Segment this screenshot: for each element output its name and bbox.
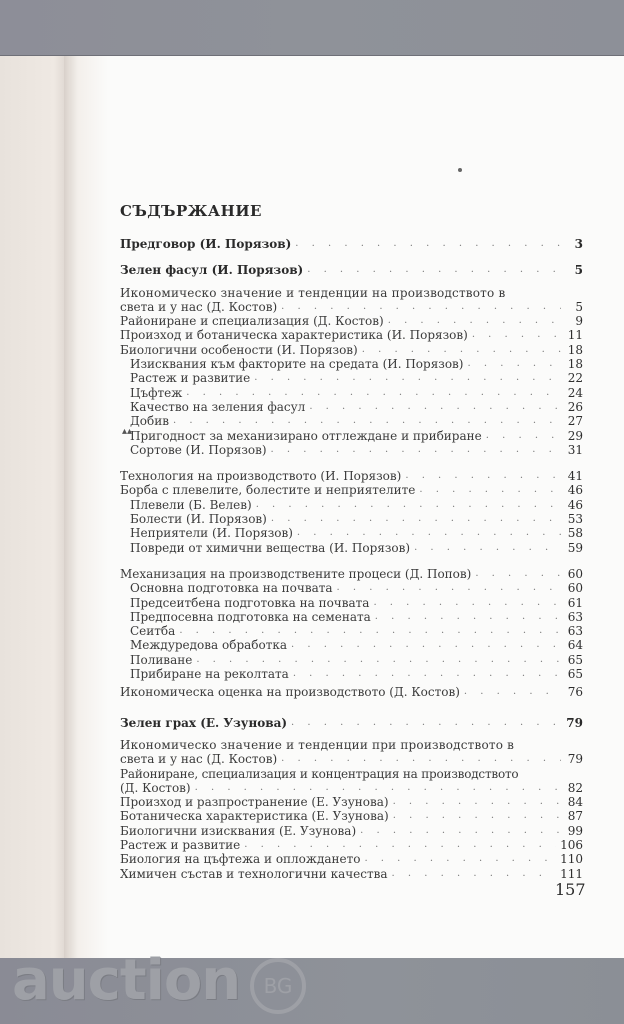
page-number: 157: [555, 880, 586, 899]
leader-dots: [309, 400, 561, 414]
leader-dots: [196, 653, 561, 667]
toc-entry: Растеж и развитие . . . 106: [120, 838, 583, 852]
leader-dots: [486, 429, 561, 443]
toc-entry: Предсеитбена подготовка на почвата . . . 61: [120, 596, 583, 610]
toc-entry: Неприятели (И. Порязов) . . . 58: [120, 526, 583, 540]
leader-dots: [475, 567, 561, 581]
page-fold: [64, 56, 70, 959]
toc-entry: Междуредова обработка . . . 64: [120, 638, 583, 652]
toc-entry-line1: Икономическо значение и тенденции при производството в: [120, 737, 515, 752]
toc-entry: Болести (И. Порязов) . . . 53: [120, 512, 583, 526]
leader-dots: [295, 237, 561, 251]
leader-dots: [373, 596, 561, 610]
leader-dots: [271, 512, 561, 526]
toc-entry: света и у нас (Д. Костов) . . . 79: [120, 752, 583, 766]
toc-entry: Пригодност за механизирано отглеждане и прибиране . . . 29: [120, 429, 583, 443]
toc-entry: Качество на зеления фасул . . . 26: [120, 400, 583, 414]
margin-mark: ▴▴: [122, 426, 133, 437]
toc-entry: Борба с плевелите, болестите и неприятелите . . . 46: [120, 483, 583, 497]
leader-dots: [375, 610, 561, 624]
toc-entry: Изисквания към факторите на средата (И. Порязов) . . . 18: [120, 357, 583, 371]
table-of-contents: [120, 202, 583, 881]
toc-entry-line1: Икономическо значение и тенденции на производството в: [120, 285, 506, 300]
toc-entry-line1: Райониране, специализация и концентрация на производството: [120, 766, 519, 781]
page-gutter: [0, 56, 108, 959]
toc-entry: Райониране и специализация (Д. Костов) . . . 9: [120, 314, 583, 328]
leader-dots: [405, 469, 561, 483]
leader-dots: [414, 541, 561, 555]
leader-dots: [281, 752, 561, 766]
toc-entry: (Д. Костов) . . . 82: [120, 781, 583, 795]
leader-dots: [468, 357, 562, 371]
ink-speck: [458, 168, 462, 172]
toc-entry: Биологични особености (И. Порязов) . . . 18: [120, 343, 583, 357]
leader-dots: [297, 526, 561, 540]
leader-dots: [393, 809, 561, 823]
leader-dots: [419, 483, 561, 497]
toc-entry: Предпосевна подготовка на семената . . . 63: [120, 610, 583, 624]
toc-entry: Добив . . . 27: [120, 414, 583, 428]
watermark-logo: auction: [12, 948, 241, 1013]
leader-dots: [362, 343, 561, 357]
toc-entry: Предговор (И. Порязов) . . . 3: [120, 237, 583, 251]
leader-dots: [393, 795, 561, 809]
toc-entry: света и у нас (Д. Костов) . . . 5: [120, 300, 583, 314]
leader-dots: [388, 314, 561, 328]
toc-entry: Зелен грах (Е. Узунова) . . . 79: [120, 716, 583, 730]
toc-entry: Химичен състав и технологични качества . . . 111: [120, 867, 583, 881]
toc-entry: Повреди от химични вещества (И. Порязов) . . . 59: [120, 541, 583, 555]
toc-entry: Биология на цъфтежа и оплождането . . . 110: [120, 852, 583, 866]
leader-dots: [293, 667, 561, 681]
toc-entry: Сеитба . . . 63: [120, 624, 583, 638]
toc-entry: Технология на производството (И. Порязов) . . . 41: [120, 469, 583, 483]
leader-dots: [360, 824, 561, 838]
leader-dots: [195, 781, 561, 795]
leader-dots: [337, 581, 561, 595]
toc-entry: Сортове (И. Порязов) . . . 31: [120, 443, 583, 457]
leader-dots: [291, 638, 561, 652]
leader-dots: [244, 838, 556, 852]
toc-entry: Механизация на производствените процеси (Д. Попов) . . . 60: [120, 567, 583, 581]
toc-entry: Поливане . . . 65: [120, 653, 583, 667]
toc-entry: Икономическа оценка на производството (Д. Костов) . . . 76: [120, 685, 583, 699]
leader-dots: [464, 685, 561, 699]
toc-entry: Ботаническа характеристика (Е. Узунова) . . . 87: [120, 809, 583, 823]
leader-dots: [186, 386, 561, 400]
toc-entry: Основна подготовка на почвата . . . 60: [120, 581, 583, 595]
leader-dots: [281, 300, 561, 314]
toc-entry: Прибиране на реколтата . . . 65: [120, 667, 583, 681]
toc-entry: Произход и ботаническа характеристика (И. Порязов) . . . 11: [120, 328, 583, 342]
toc-title: СЪДЪРЖАНИЕ: [120, 202, 262, 220]
leader-dots: [291, 716, 561, 730]
toc-entry: Произход и разпространение (Е. Узунова) . . . 84: [120, 795, 583, 809]
leader-dots: [271, 443, 561, 457]
toc-entry: Биологични изисквания (Е. Узунова) . . . 99: [120, 824, 583, 838]
leader-dots: [256, 498, 561, 512]
toc-entry: Цъфтеж . . . 24: [120, 386, 583, 400]
toc-entry: Зелен фасул (И. Порязов) . . . 5: [120, 263, 583, 277]
watermark-badge-icon: BG: [250, 958, 306, 1014]
leader-dots: [254, 371, 561, 385]
leader-dots: [364, 852, 556, 866]
toc-entry: Плевели (Б. Велев) . . . 46: [120, 498, 583, 512]
leader-dots: [392, 867, 557, 881]
scan-background-top: [0, 0, 624, 58]
leader-dots: [179, 624, 561, 638]
leader-dots: [307, 263, 561, 277]
leader-dots: [173, 414, 561, 428]
toc-entry: Растеж и развитие . . . 22: [120, 371, 583, 385]
leader-dots: [472, 328, 561, 342]
